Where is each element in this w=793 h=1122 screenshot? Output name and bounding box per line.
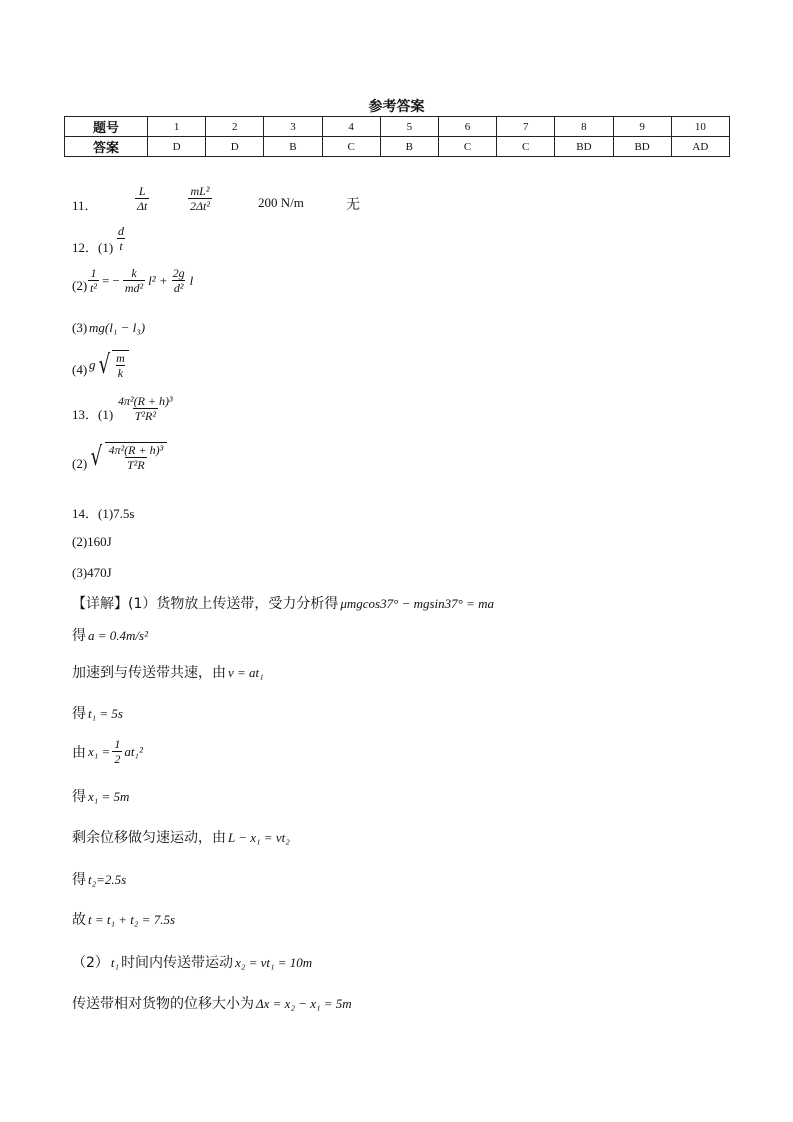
q12-part2-equation [88, 266, 193, 295]
q12-p1-denominator: t [119, 239, 123, 253]
q12-p4-g: g [89, 357, 96, 372]
q11-word: 无 [346, 197, 360, 213]
question-number: 6 [438, 117, 496, 137]
q12-p2-f2-den: md² [124, 281, 144, 295]
answer-table [64, 116, 730, 157]
detail-l10-var: t₁ [110, 955, 120, 970]
q14-label-text: 14．(1) [72, 506, 114, 521]
q13-p2-den: T²R [127, 458, 145, 472]
detail-l8-text: 得 [72, 872, 86, 888]
detail-l5-eq-b: at₁² [124, 743, 143, 759]
q12-p2-equals: = − [101, 272, 120, 288]
q12-p4-num: m [116, 351, 125, 365]
detail-line-10 [72, 952, 312, 972]
question-number: 4 [322, 117, 380, 137]
answer-cell: B [380, 137, 438, 157]
q12-p1-numerator: d [118, 224, 124, 238]
detail-l1-text: 【详解】(1）货物放上传送带，受力分析得 [72, 596, 339, 612]
q13-part2-label: (2) [72, 456, 88, 471]
q13-p1-den: T²R² [134, 409, 156, 423]
detail-l7-text: 剩余位移做匀速运动，由 [72, 830, 226, 846]
detail-l5-den: 2 [114, 752, 121, 766]
detail-l4-eq: t₁ = 5s [88, 706, 123, 721]
detail-line-1 [72, 593, 494, 613]
detail-l10-text-b: 时间内传送带运动 [121, 955, 234, 971]
q12-label: 12．(1) [72, 240, 114, 255]
q12-part4-label: (4) [72, 362, 88, 377]
q14-answer-1: 7.5s [113, 506, 135, 521]
q13-part2-expr [88, 442, 167, 472]
answer-cell: C [497, 137, 555, 157]
question-number: 3 [264, 117, 322, 137]
question-number: 5 [380, 117, 438, 137]
question-number-row [65, 117, 730, 137]
q11-f1-denominator: Δt [137, 199, 148, 213]
detail-l1-eq: μmgcos37° − mgsin37° = ma [340, 596, 495, 611]
answer-cell: D [206, 137, 264, 157]
row-label-number: 题号 [65, 117, 148, 137]
detail-l10-eq: x₂ = vt₁ = 10m [235, 955, 313, 970]
detail-line-4 [72, 703, 123, 723]
q12-p4-den: k [117, 366, 124, 380]
q12-p2-f2-num: k [131, 266, 137, 280]
q11-value: 200 N/m [258, 195, 304, 210]
q13-part1-fraction [116, 394, 175, 423]
detail-l9-text: 故 [72, 912, 86, 928]
page-title: 参考答案 [368, 99, 425, 115]
answer-cell: D [148, 137, 206, 157]
detail-l2-text: 得 [72, 628, 86, 644]
detail-l5-eq-a: x₁ = [88, 743, 111, 759]
question-number: 9 [613, 117, 671, 137]
detail-l7-eq: L − x₁ = vt₂ [228, 830, 290, 845]
q11-label: 11． [72, 198, 98, 213]
detail-line-11 [72, 993, 352, 1013]
q14-p2-label: (2) [72, 534, 88, 549]
question-number: 7 [497, 117, 555, 137]
detail-l10-text-a: （2） [72, 955, 109, 971]
detail-line-2 [72, 625, 148, 645]
q12-p2-lhs-num: 1 [90, 266, 97, 280]
detail-l8-eq: t₂=2.5s [88, 872, 127, 887]
detail-l6-eq: x₁ = 5m [88, 789, 130, 804]
q11-fraction-2 [188, 184, 212, 213]
q12-p2-f3-den: d² [173, 281, 184, 295]
detail-l3-text: 加速到与传送带共速，由 [72, 665, 226, 681]
detail-l11-eq: Δx = x₂ − x₁ = 5m [256, 996, 352, 1011]
q12-p2-tail: l [189, 272, 194, 288]
q14-answer-3: 470J [87, 565, 112, 580]
q12-p2-f3-num: 2g [172, 266, 185, 280]
detail-line-7 [72, 827, 290, 847]
detail-l5-text: 由 [72, 744, 86, 761]
q13-p1-num: 4π²(R + h)³ [118, 394, 173, 408]
q13-p2-num: 4π²(R + h)³ [108, 443, 164, 457]
q14-part3 [72, 565, 112, 581]
q11-fraction-1 [135, 184, 149, 213]
q12-part4-expr [89, 350, 129, 380]
answer-cell: BD [555, 137, 613, 157]
detail-l11-text: 传送带相对货物的位移大小为 [72, 996, 254, 1012]
detail-l5-num: 1 [114, 737, 121, 751]
answer-cell: AD [671, 137, 729, 157]
q12-part1-fraction [116, 224, 126, 253]
q12-p2-mid: l² + [148, 272, 168, 288]
question-number: 1 [148, 117, 206, 137]
detail-line-6 [72, 786, 129, 806]
q14-part2 [72, 534, 112, 550]
detail-l2-eq: a = 0.4m/s² [88, 628, 148, 643]
q12-part3-expr: mg(l₁ − l₃) [89, 320, 146, 335]
sqrt-symbol: √ $\frac{m}{k}$ [96, 350, 129, 380]
detail-l4-text: 得 [72, 706, 86, 722]
q14-label [72, 503, 134, 522]
detail-line-5 [72, 737, 143, 766]
q12-part2-label: (2) [72, 278, 88, 293]
answer-cell: B [264, 137, 322, 157]
q12-p2-lhs-den: t² [90, 281, 97, 295]
question-number: 8 [555, 117, 613, 137]
q11-f2-denominator: 2Δt² [190, 199, 210, 213]
question-number: 2 [206, 117, 264, 137]
q11-f1-numerator: L [138, 184, 146, 198]
answer-cell: C [322, 137, 380, 157]
detail-l6-text: 得 [72, 789, 86, 805]
question-number: 10 [671, 117, 729, 137]
detail-line-8 [72, 869, 126, 889]
answer-row [65, 137, 730, 157]
q12-part3-label: (3) [72, 320, 88, 335]
q13-label: 13．(1) [72, 407, 114, 422]
row-label-answer: 答案 [65, 137, 148, 157]
detail-l9-eq: t = t₁ + t₂ = 7.5s [88, 912, 176, 927]
detail-line-3 [72, 662, 264, 682]
answer-cell: BD [613, 137, 671, 157]
detail-line-9 [72, 909, 175, 929]
q14-answer-2: 160J [87, 534, 112, 549]
answer-cell: C [438, 137, 496, 157]
detail-l3-eq: v = at₁ [228, 665, 264, 680]
q11-f2-numerator: mL² [190, 184, 210, 198]
q14-p3-label: (3) [72, 565, 88, 580]
sqrt-symbol: √ $\frac{\text{4π²(R + h)³}}{\text{T²R}}$ [88, 442, 167, 472]
